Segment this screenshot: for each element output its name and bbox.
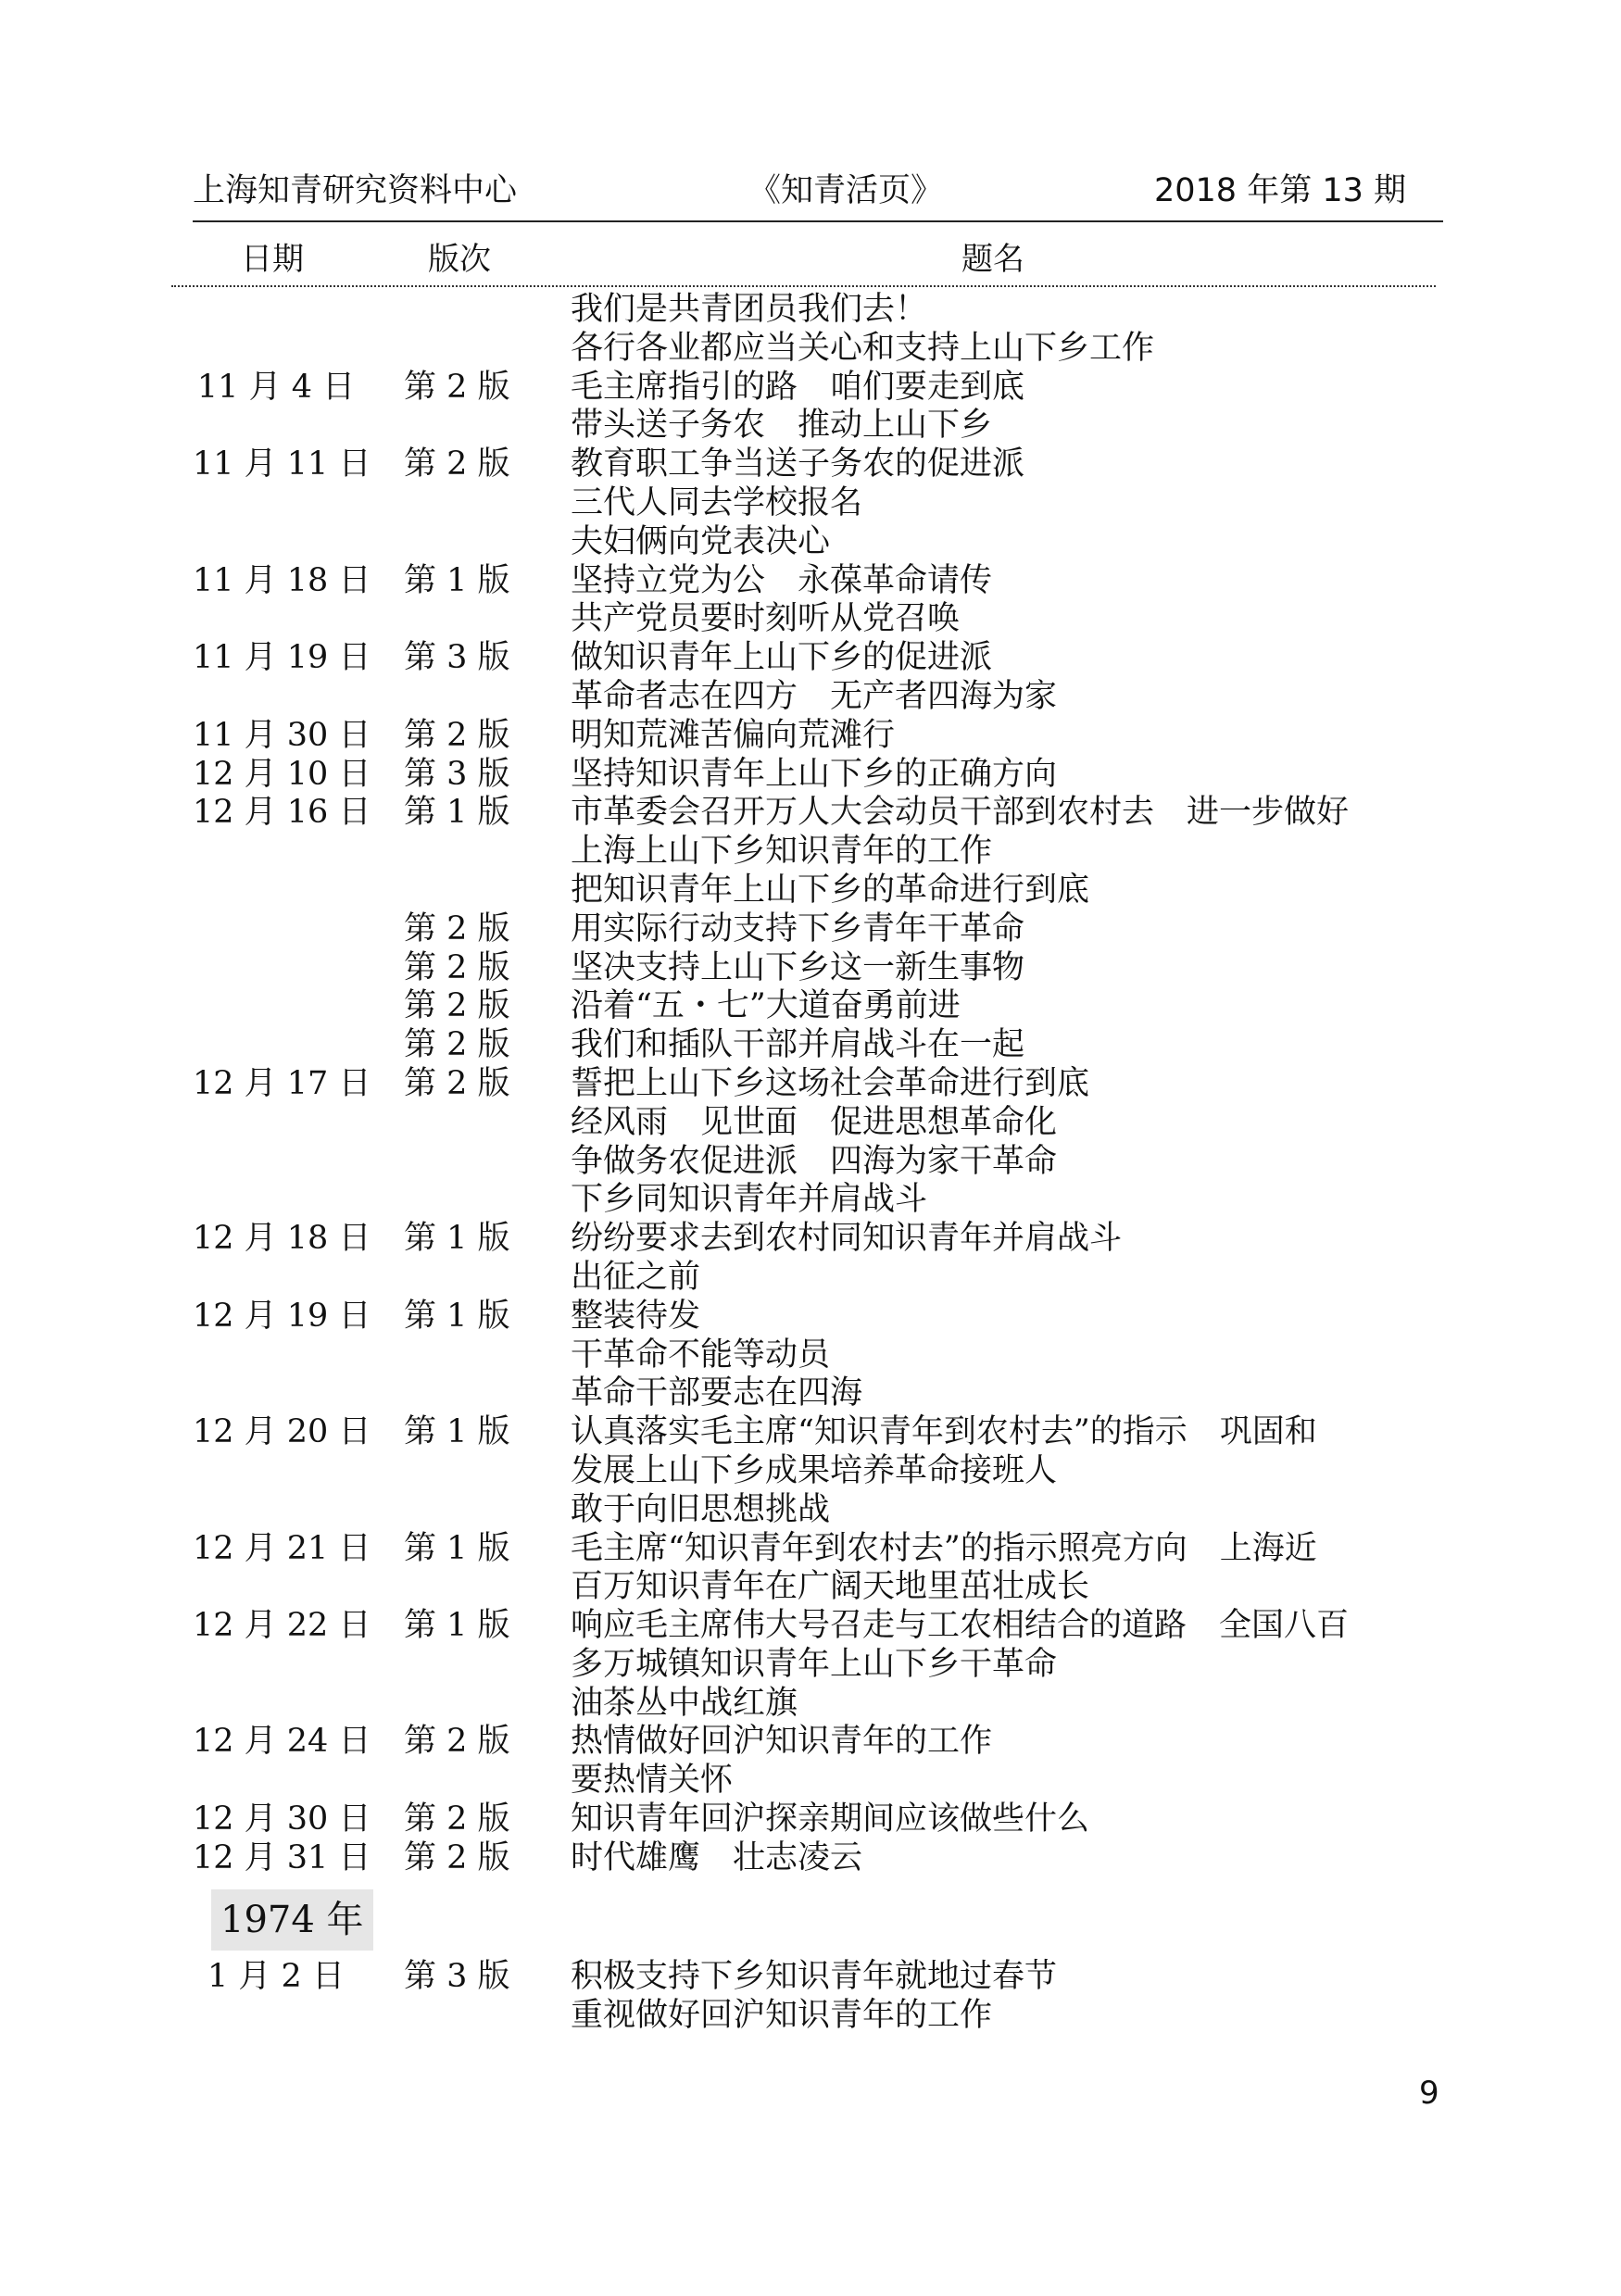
row-title: 做知识青年上山下乡的促进派 [571,639,993,677]
row-date: 12 月 30 日 [193,1800,371,1838]
index-table [0,291,1621,1878]
table-row [0,1530,1621,1569]
column-header-edition: 版次 [428,241,491,278]
row-edition: 第 2 版 [404,948,510,986]
row-edition: 第 1 版 [404,794,510,832]
table-row [0,910,1621,949]
table-row [0,1259,1621,1298]
row-edition: 第 2 版 [404,1723,510,1761]
row-date: 12 月 10 日 [193,755,371,793]
row-title: 敢于向旧思想挑战 [571,1490,831,1528]
row-title: 重视做好回沪知识青年的工作 [571,1996,993,2034]
row-title: 多万城镇知识青年上山下乡干革命 [571,1645,1058,1683]
row-edition: 第 2 版 [404,1838,510,1876]
page-number: 9 [1419,2075,1439,2112]
row-title: 坚持知识青年上山下乡的正确方向 [571,755,1058,793]
row-edition: 第 1 版 [404,1220,510,1258]
row-title: 带头送子务农 推动上山下乡 [571,407,993,445]
row-title: 用实际行动支持下乡青年干革命 [571,910,1025,947]
table-row [0,1800,1621,1839]
header-issue: 2018 年第 13 期 [1154,172,1406,209]
table-row [0,872,1621,910]
row-title: 把知识青年上山下乡的革命进行到底 [571,871,1090,909]
row-title: 沿着“五・七”大道奋勇前进 [571,987,961,1025]
row-edition: 第 2 版 [404,910,510,947]
table-row [0,562,1621,601]
table-row [0,1452,1621,1491]
table-row [0,330,1621,369]
row-title: 热情做好回沪知识青年的工作 [571,1723,993,1761]
row-title: 革命干部要志在四海 [571,1374,863,1412]
table-row [0,678,1621,717]
row-title: 坚决支持上山下乡这一新生事物 [571,948,1025,986]
row-title: 时代雄鹰 壮志凌云 [571,1838,863,1876]
row-title: 争做务农促进派 四海为家干革命 [571,1142,1058,1180]
table-row [0,1181,1621,1220]
table-row [0,1220,1621,1259]
row-date: 12 月 21 日 [193,1529,371,1567]
row-title: 上海上山下乡知识青年的工作 [571,833,993,871]
table-row [0,1413,1621,1452]
table-row [0,1143,1621,1182]
table-row [0,1646,1621,1685]
table-row [0,1607,1621,1646]
page-header [193,165,1443,211]
row-title: 誓把上山下乡这场社会革命进行到底 [571,1064,1090,1102]
row-date: 11 月 18 日 [193,561,371,599]
table-row [0,717,1621,756]
row-title: 响应毛主席伟大号召走与工农相结合的道路 全国八百 [571,1607,1350,1645]
table-row [0,1685,1621,1724]
row-title: 革命者志在四方 无产者四海为家 [571,677,1058,715]
table-row [0,1491,1621,1530]
row-title: 夫妇俩向党表决心 [571,522,831,560]
row-date: 11 月 11 日 [193,445,371,483]
row-edition: 第 2 版 [404,1800,510,1838]
row-date: 1 月 2 日 [207,1958,345,1995]
row-edition: 第 1 版 [404,1607,510,1645]
row-title: 知识青年回沪探亲期间应该做些什么 [571,1800,1090,1838]
header-rule [193,220,1443,222]
row-date: 12 月 22 日 [193,1607,371,1645]
row-title: 油茶丛中战红旗 [571,1684,798,1722]
table-row [0,407,1621,445]
row-edition: 第 2 版 [404,368,510,406]
row-date: 12 月 31 日 [193,1838,371,1876]
column-headers [193,232,1443,276]
row-title: 积极支持下乡知识青年就地过春节 [571,1958,1058,1995]
row-title: 我们是共青团员我们去！ [571,291,928,328]
row-edition: 第 1 版 [404,1529,510,1567]
table-row [0,523,1621,562]
row-title: 毛主席“知识青年到农村去”的指示照亮方向 上海近 [571,1529,1317,1567]
header-publisher: 上海知青研究资料中心 [193,172,518,209]
row-edition: 第 1 版 [404,1413,510,1451]
row-title: 各行各业都应当关心和支持上山下乡工作 [571,329,1155,367]
header-publication-title: 《知青活页》 [748,172,944,209]
row-date: 12 月 17 日 [193,1064,371,1102]
row-edition: 第 3 版 [404,639,510,677]
row-title: 下乡同知识青年并肩战斗 [571,1181,928,1219]
column-header-title: 题名 [961,241,1024,278]
row-date: 11 月 4 日 [196,368,356,406]
row-title: 纷纷要求去到农村同知识青年并肩战斗 [571,1220,1123,1258]
row-title: 三代人同去学校报名 [571,483,863,521]
row-edition: 第 2 版 [404,716,510,754]
table-row [0,484,1621,523]
table-row [0,949,1621,988]
table-row [0,1065,1621,1104]
table-row [0,369,1621,408]
table-row [0,1997,1621,2036]
row-title: 干革命不能等动员 [571,1336,831,1374]
row-edition: 第 1 版 [404,561,510,599]
table-row [0,1104,1621,1143]
row-date: 12 月 24 日 [193,1723,371,1761]
table-row [0,1026,1621,1065]
row-title: 出征之前 [571,1258,701,1296]
row-title: 明知荒滩苦偏向荒滩行 [571,716,896,754]
table-row [0,833,1621,872]
column-header-date: 日期 [241,241,304,278]
row-edition: 第 1 版 [404,1297,510,1335]
table-row [0,291,1621,330]
row-date: 12 月 20 日 [193,1413,371,1451]
table-row [0,756,1621,795]
table-row [0,1958,1621,1997]
row-title: 坚持立党为公 永葆革命请传 [571,561,993,599]
table-row [0,1298,1621,1336]
row-title: 毛主席指引的路 咱们要走到底 [571,368,1025,406]
row-edition: 第 2 版 [404,1026,510,1064]
row-edition: 第 2 版 [404,1064,510,1102]
row-title: 共产党员要时刻听从党召唤 [571,600,961,638]
row-edition: 第 3 版 [404,755,510,793]
row-date: 11 月 30 日 [193,716,371,754]
row-title: 认真落实毛主席“知识青年到农村去”的指示 巩固和 [571,1413,1317,1451]
table-row [0,600,1621,639]
row-title: 经风雨 见世面 促进思想革命化 [571,1103,1058,1141]
table-row [0,1762,1621,1800]
index-table-1974 [0,1958,1621,2036]
table-row [0,1336,1621,1375]
year-label: 1974 年 [211,1889,373,1951]
row-title: 百万知识青年在广阔天地里茁壮成长 [571,1568,1090,1606]
table-row [0,1568,1621,1607]
row-title: 发展上山下乡成果培养革命接班人 [571,1451,1058,1489]
row-edition: 第 3 版 [404,1958,510,1995]
row-title: 我们和插队干部并肩战斗在一起 [571,1026,1025,1064]
table-row [0,1723,1621,1762]
dotted-divider [171,285,1436,287]
row-title: 整装待发 [571,1297,701,1335]
row-date: 12 月 19 日 [193,1297,371,1335]
row-edition: 第 2 版 [404,987,510,1025]
table-row [0,1839,1621,1878]
row-date: 12 月 16 日 [193,794,371,832]
row-title: 市革委会召开万人大会动员干部到农村去 进一步做好 [571,794,1350,832]
table-row [0,445,1621,484]
row-title: 要热情关怀 [571,1762,734,1800]
row-date: 12 月 18 日 [193,1220,371,1258]
table-row [0,794,1621,833]
table-row [0,987,1621,1026]
table-row [0,1374,1621,1413]
row-title: 教育职工争当送子务农的促进派 [571,445,1025,483]
row-date: 11 月 19 日 [193,639,371,677]
row-edition: 第 2 版 [404,445,510,483]
table-row [0,639,1621,678]
